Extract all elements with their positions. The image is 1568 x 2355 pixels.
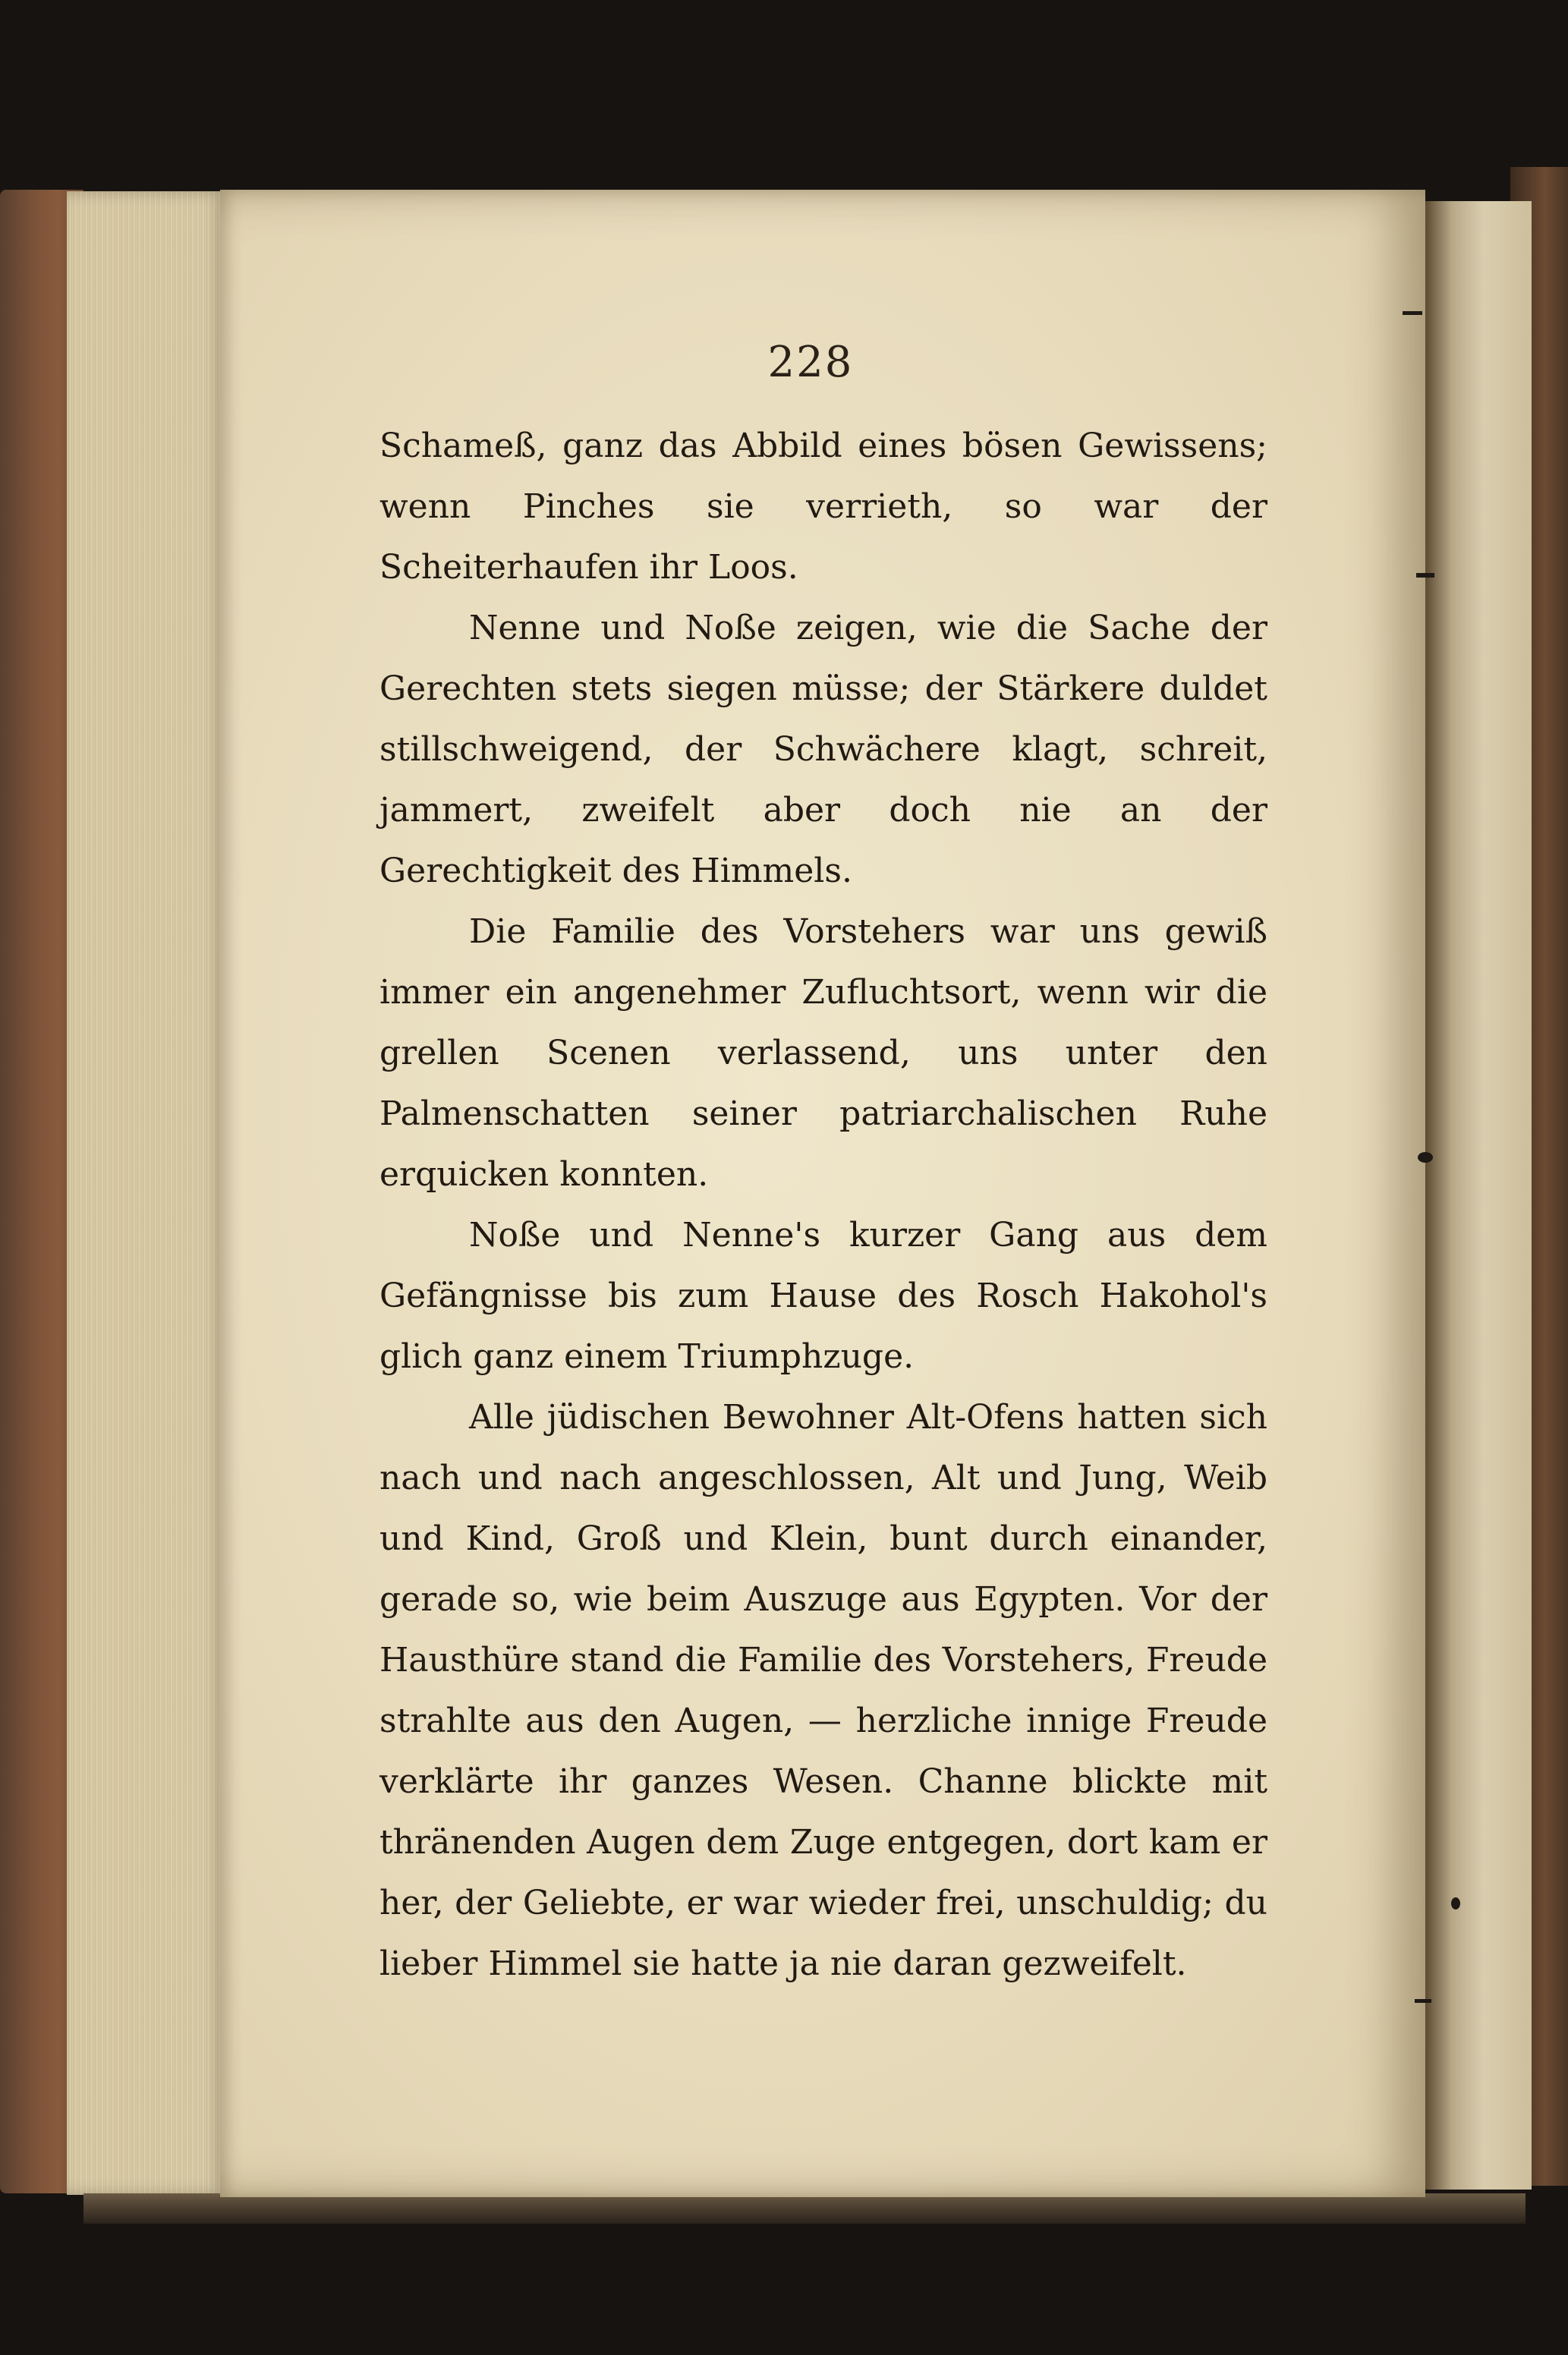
paragraph: Alle jüdischen Bewohner Alt-Ofens hatten sich nach und nach angeschlossen, Alt und Jung, Weib und Kind, Groß und Klein, bunt durch einander, gerade so, wie beim Auszuge aus Egypten. Vor der Hausthüre stand die Familie des Vorstehers, Freude strahlte aus den Augen, — herzliche innige Freude verklärte ihr ganzes Wesen. Channe blickte mit thränenden Augen dem Zuge entgegen, dort kam er her, der Geliebte, er war wieder frei, unschuldig; du lieber Himmel sie hatte ja nie daran gezweifelt. — [379, 1398, 1267, 1983]
paragraph: Noße und Nenne's kurzer Gang aus dem Gefängnisse bis zum Hause des Rosch Hakohol's glich ganz einem Triumphzuge. — [379, 1216, 1267, 1376]
margin-mark — [1415, 1999, 1431, 2003]
body-text — [379, 416, 1267, 1995]
bottom-edge — [83, 2193, 1525, 2224]
margin-mark — [1416, 573, 1434, 578]
margin-mark — [1403, 311, 1422, 315]
paragraph: Schameß, ganz das Abbild eines bösen Gewissens; wenn Pinches sie verrieth, so war der Scheiterhaufen ihr Loos. — [379, 427, 1267, 587]
facing-page — [1425, 201, 1532, 2190]
margin-mark — [1451, 1897, 1460, 1910]
page-number: 228 — [767, 338, 854, 387]
page-edges — [67, 191, 226, 2195]
paragraph: Nenne und Noße zeigen, wie die Sache der Gerechten stets siegen müsse; der Stärkere duldet stillschweigend, der Schwächere klagt, schreit, jammert, zweifelt aber doch nie an der Gerechtigkeit des Himmels. — [379, 609, 1267, 890]
paragraph: Die Familie des Vorstehers war uns gewiß immer ein angenehmer Zufluchtsort, wenn wir die grellen Scenen verlassend, uns unter den Palmenschatten seiner patriarchalischen Ruhe erquicken konnten. — [379, 912, 1267, 1194]
margin-mark — [1418, 1152, 1433, 1163]
